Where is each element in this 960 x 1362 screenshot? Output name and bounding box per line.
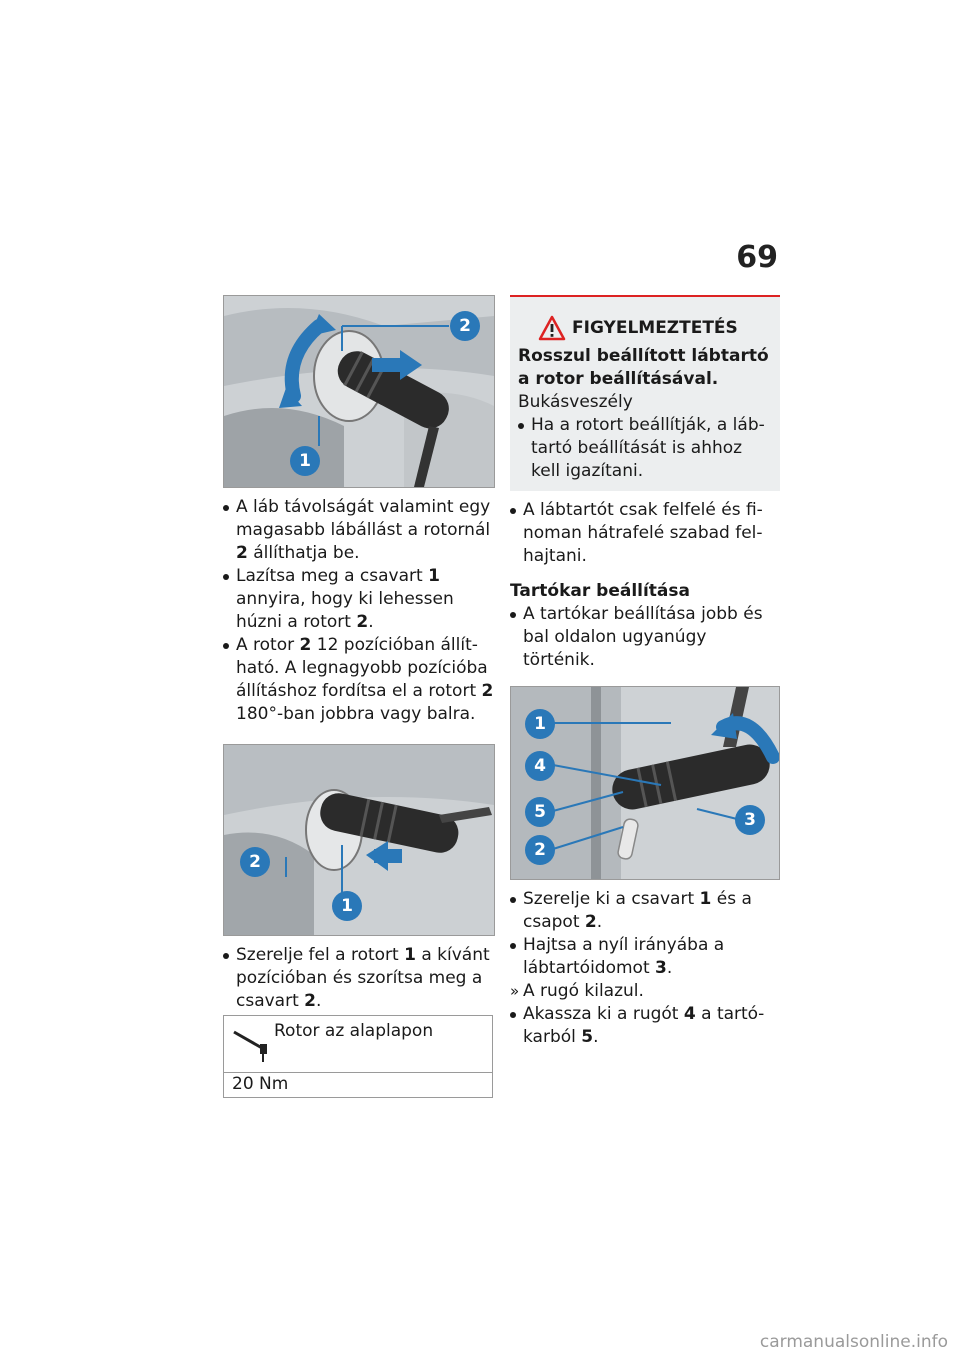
callout-pin: 2	[525, 835, 555, 865]
callout-spring: 4	[525, 751, 555, 781]
list-item: Szerelje fel a rotort 1 a kívánt pozícióban és szorítsa meg a csavart 2.	[223, 944, 495, 1013]
callout-screw: 1	[290, 446, 320, 476]
holder-arm-photo	[510, 686, 780, 880]
list-item: A láb távolságát valamint egy magasabb lábállást a rotornál 2 állíthatja be.	[223, 496, 495, 565]
list-item: Szerelje ki a csavart 1 és a csapot 2.	[510, 888, 780, 934]
warning-triangle-icon	[538, 315, 566, 341]
watermark: carmanualsonline.info	[759, 1332, 948, 1352]
left-column	[223, 295, 495, 1098]
rotor-install-steps	[223, 944, 495, 1013]
right-column	[510, 295, 780, 1049]
list-item: Akassza ki a rugót 4 a tartókarból 5.	[510, 1003, 780, 1049]
rotor-install-photo	[223, 744, 495, 936]
callout-screw: 2	[240, 847, 270, 877]
callout-rotor: 2	[450, 311, 480, 341]
warning-box	[510, 295, 780, 491]
callout-footrest: 3	[735, 805, 765, 835]
holder-arm-steps	[510, 888, 780, 1049]
warning-hazard: Bukásveszély	[518, 392, 633, 412]
callout-screw: 1	[525, 709, 555, 739]
warning-title: FIGYELMEZTETÉS	[572, 318, 738, 338]
list-item: Ha a rotort beállítják, a lábtartó beállítását is ahhoz kell igazítani.	[518, 414, 772, 483]
footrest-rotor-photo	[223, 295, 495, 488]
warning-instructions	[518, 414, 772, 483]
list-item: A lábtartót csak felfelé és finoman hátrafelé szabad felhajtani.	[510, 499, 780, 568]
section-title: Tartókar beállítása	[510, 581, 690, 601]
callout-rotor: 1	[332, 891, 362, 921]
torque-wrench-icon	[232, 1024, 272, 1064]
footrest-note	[510, 499, 780, 568]
list-item-result: » A rugó kilazul.	[510, 980, 780, 1003]
warning-cause: Rosszul beállított lábtartó a rotor beállításával.	[518, 346, 769, 389]
arm-note	[510, 603, 780, 672]
rotor-adjustment-steps	[223, 496, 495, 726]
list-item: A tartókar beállítása jobb és bal oldalon ugyanúgy történik.	[510, 603, 780, 672]
torque-value: 20 Nm	[232, 1074, 289, 1094]
callout-holder-arm: 5	[525, 797, 555, 827]
torque-specification	[223, 1015, 493, 1098]
torque-label: Rotor az alaplapon	[274, 1021, 434, 1041]
page-number: 69	[736, 240, 778, 275]
list-item: Lazítsa meg a csavart 1 annyira, hogy ki lehessen húzni a rotort 2.	[223, 565, 495, 634]
list-item: A rotor 2 12 pozícióban állítható. A legnagyobb pozícióba állításhoz fordítsa el a rotort 2 180°-ban jobbra vagy balra.	[223, 634, 495, 726]
list-item: Hajtsa a nyíl irányába a lábtartóidomot 3.	[510, 934, 780, 980]
